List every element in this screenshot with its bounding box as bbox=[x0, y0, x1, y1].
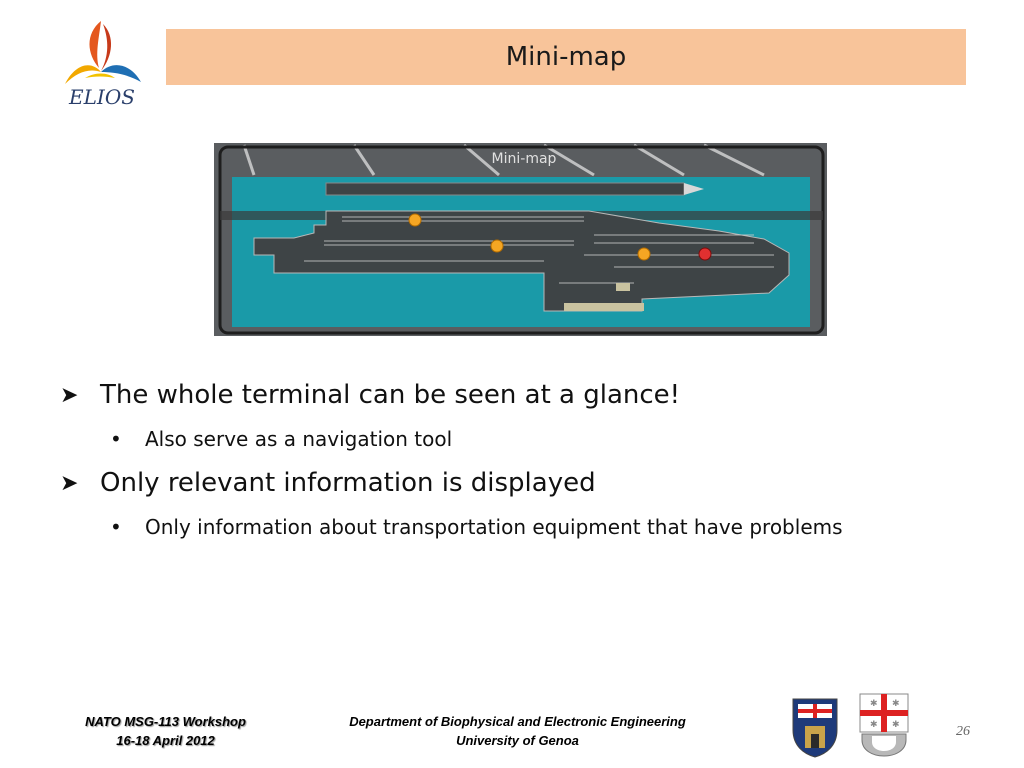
minimap-header: Mini-map bbox=[491, 151, 557, 167]
sub-bullet-item bbox=[60, 506, 990, 548]
page-number: 26 bbox=[956, 724, 970, 739]
svg-text:✱: ✱ bbox=[870, 720, 878, 730]
marker-orange-2[interactable] bbox=[491, 240, 503, 252]
title-bar bbox=[166, 29, 966, 85]
marker-orange-3[interactable] bbox=[638, 248, 650, 260]
elios-logo bbox=[55, 16, 150, 111]
elios-logo-icon bbox=[55, 16, 150, 111]
footer-institution bbox=[300, 712, 735, 750]
dot-bullet-icon: • bbox=[110, 427, 122, 451]
minimap-screenshot bbox=[214, 143, 827, 336]
sub-bullet-text: Also serve as a navigation tool bbox=[145, 427, 453, 451]
svg-text:✱: ✱ bbox=[892, 720, 900, 730]
svg-text:✱: ✱ bbox=[892, 699, 900, 709]
slide-title: Mini-map bbox=[505, 42, 627, 72]
elios-logo-text: ELIOS bbox=[69, 85, 135, 109]
bullet-text: The whole terminal can be seen at a glance! bbox=[100, 380, 681, 410]
footer-event bbox=[58, 712, 273, 750]
marker-red-alert[interactable] bbox=[699, 248, 711, 260]
footer-department: Department of Biophysical and Electronic Engineering bbox=[349, 714, 686, 729]
marker-orange-1[interactable] bbox=[409, 214, 421, 226]
university-crest-icon bbox=[858, 692, 910, 758]
dot-bullet-icon: • bbox=[110, 515, 122, 539]
sub-bullet-item bbox=[60, 418, 990, 460]
arrow-bullet-icon: ➤ bbox=[60, 382, 79, 408]
arrow-bullet-icon: ➤ bbox=[60, 470, 79, 496]
bullet-list bbox=[60, 372, 990, 548]
genoa-crest-icon bbox=[790, 696, 840, 758]
footer-event-name: NATO MSG-113 Workshop bbox=[85, 714, 246, 729]
sub-bullet-text: Only information about transportation equipment that have problems bbox=[145, 515, 843, 539]
bullet-item bbox=[60, 460, 990, 506]
svg-text:✱: ✱ bbox=[870, 699, 878, 709]
footer-event-date: 16-18 April 2012 bbox=[116, 733, 215, 748]
bullet-item bbox=[60, 372, 990, 418]
footer-university: University of Genoa bbox=[456, 733, 579, 748]
bullet-text: Only relevant information is displayed bbox=[100, 468, 596, 498]
